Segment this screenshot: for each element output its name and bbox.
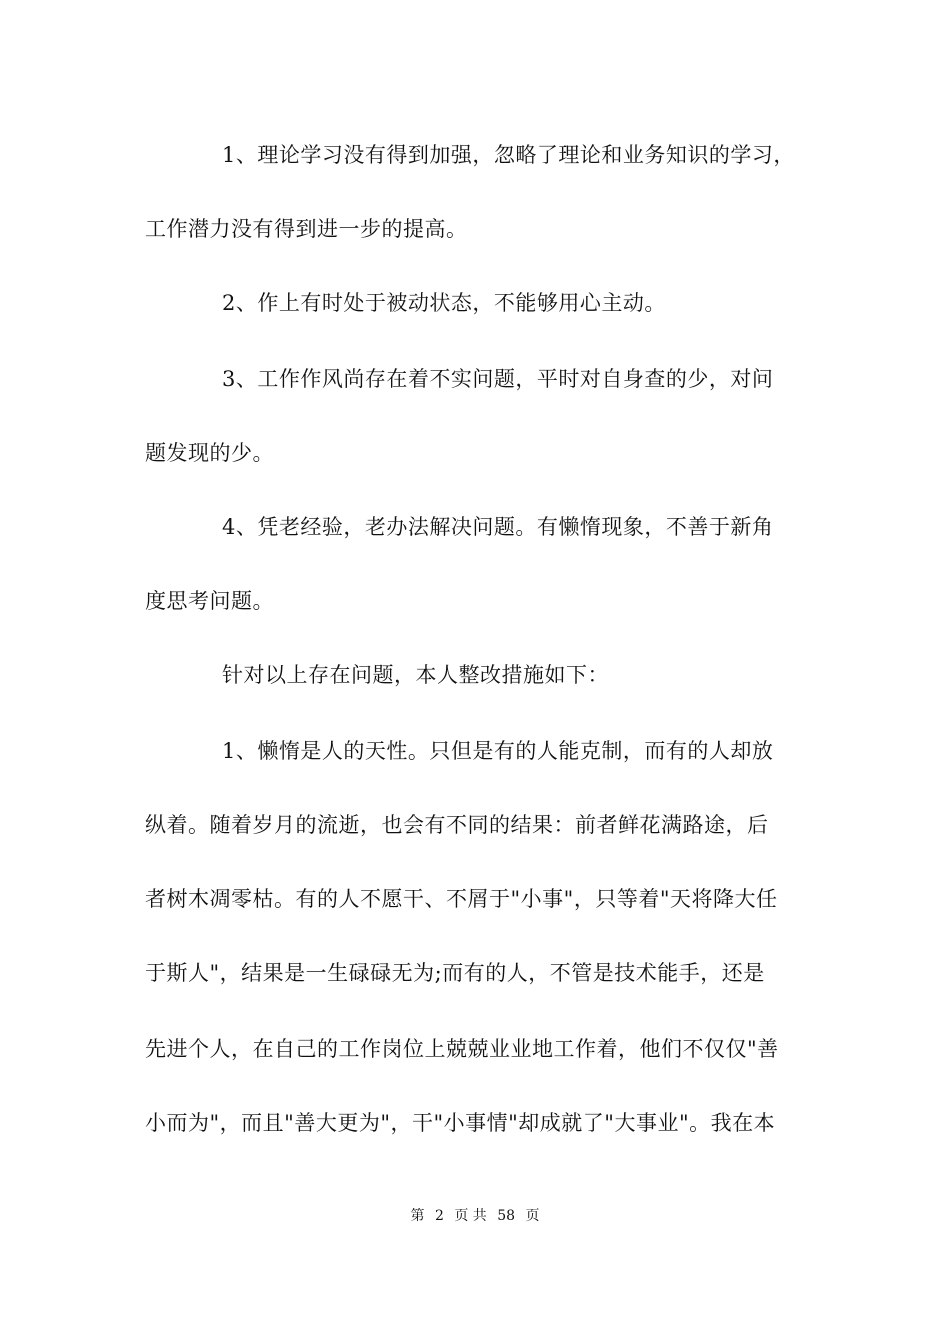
paragraph-line: 1、懒惰是人的天性。只但是有的人能克制，而有的人却放 [222,739,774,763]
footer-suffix: 页 [525,1208,540,1224]
page-footer [0,1206,950,1226]
footer-total-pages: 58 [497,1208,516,1224]
paragraph-line: 4、凭老经验，老办法解决问题。有懒惰现象，不善于新角 [222,515,774,539]
paragraph-line: 先进个人，在自己的工作岗位上兢兢业业地工作着，他们不仅仅"善 [145,1037,779,1061]
paragraph-line: 小而为"，而且"善大更为"，干"小事情"却成就了"大事业"。我在本 [145,1111,776,1135]
paragraph-line: 于斯人"，结果是一生碌碌无为;而有的人，不管是技术能手，还是 [145,961,765,985]
paragraph-line: 者树木凋零枯。有的人不愿干、不屑于"小事"，只等着"天将降大任 [145,887,778,911]
paragraph-line: 纵着。随着岁月的流逝，也会有不同的结果：前者鲜花满路途，后 [145,813,769,837]
paragraph-line: 1、理论学习没有得到加强，忽略了理论和业务知识的学习， [222,143,795,167]
footer-current-page: 2 [434,1208,444,1224]
paragraph-line: 3、工作作风尚存在着不实问题，平时对自身查的少，对问 [222,367,774,391]
paragraph-line: 2、作上有时处于被动状态，不能够用心主动。 [222,291,666,315]
footer-mid: 页 共 [454,1208,487,1224]
footer-prefix: 第 [410,1208,425,1224]
paragraph-line: 工作潜力没有得到进一步的提高。 [145,217,468,241]
paragraph-line: 题发现的少。 [145,441,274,465]
paragraph-line: 针对以上存在问题，本人整改措施如下： [222,663,609,687]
paragraph-line: 度思考问题。 [145,589,274,613]
